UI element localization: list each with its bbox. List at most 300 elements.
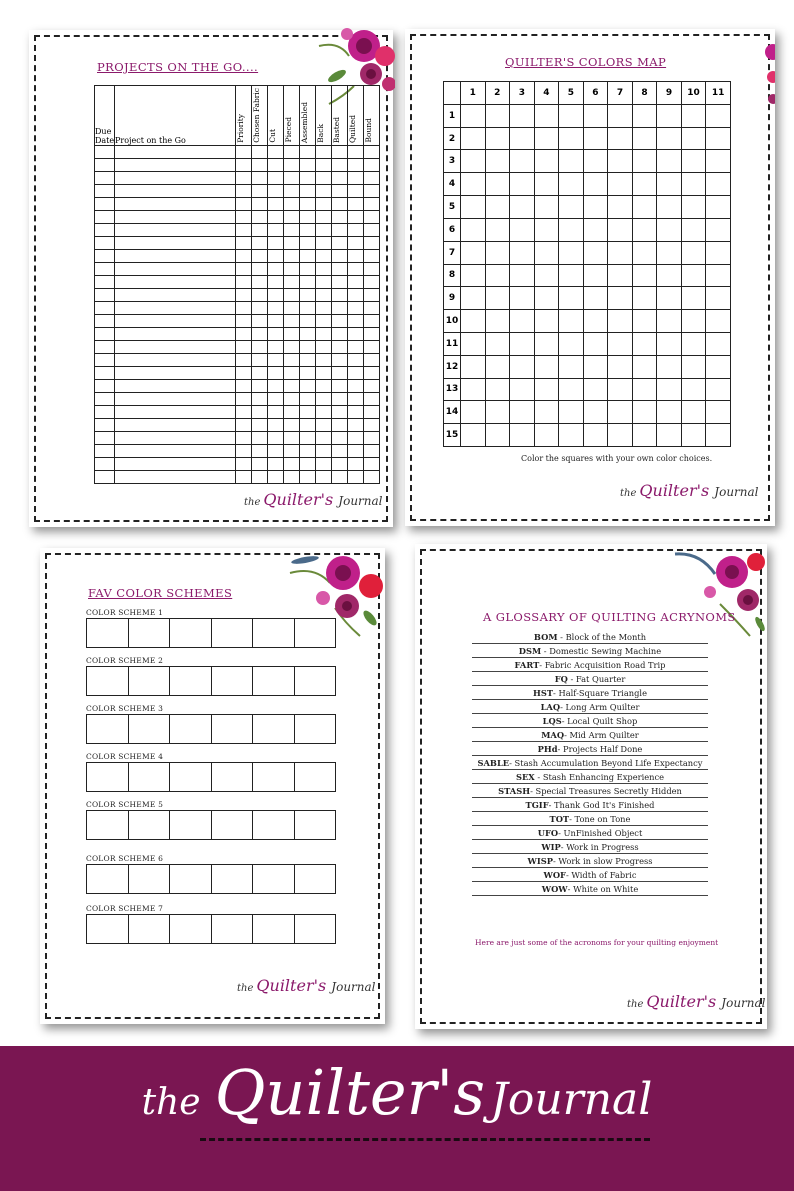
color-square [461,378,486,401]
grid-row-number: 1 [444,104,461,127]
table-cell [284,314,300,327]
table-cell [300,210,316,223]
table-row [95,210,380,223]
table-cell [284,457,300,470]
table-cell [252,457,268,470]
column-header-stage [268,86,284,146]
grid-corner-cell [444,82,461,105]
table-cell [236,444,252,457]
table-cell [252,262,268,275]
table-cell [236,262,252,275]
table-cell [115,210,236,223]
table-cell [316,418,332,431]
colors-map-title: QUILTER'S COLORS MAP [505,55,667,69]
glossary-term: WISP [527,856,553,866]
color-square [632,287,657,310]
table-cell [236,210,252,223]
table-cell [316,197,332,210]
color-square [657,218,682,241]
table-cell [348,457,364,470]
table-cell [364,392,380,405]
signature-journal: Journal [338,494,383,508]
table-cell [364,418,380,431]
table-cell [300,340,316,353]
color-scheme-square [170,915,212,943]
table-cell [284,340,300,353]
glossary-entry [472,784,708,798]
color-square [559,218,584,241]
table-cell [284,392,300,405]
table-cell [316,301,332,314]
table-cell [115,262,236,275]
table-cell [300,171,316,184]
color-square [706,401,731,424]
table-cell [316,249,332,262]
glossary-entry [472,840,708,854]
table-cell [252,223,268,236]
table-cell [236,366,252,379]
table-cell [236,405,252,418]
table-cell [300,288,316,301]
color-square [608,173,633,196]
grid-row-number: 12 [444,355,461,378]
color-square [461,241,486,264]
table-cell [284,223,300,236]
color-square [534,332,559,355]
color-square [510,218,535,241]
glossary-entry [472,644,708,658]
signature-the: the [244,497,261,508]
table-row [95,457,380,470]
color-scheme-square [87,915,129,943]
table-cell [316,171,332,184]
table-cell [268,145,284,158]
color-square [559,127,584,150]
table-cell [284,431,300,444]
table-cell [252,171,268,184]
signature-the: the [620,488,637,499]
table-cell [268,314,284,327]
table-cell [236,223,252,236]
column-header-label: Chosen Fabric [252,88,261,143]
color-square [681,310,706,333]
table-cell [364,327,380,340]
table-cell [364,158,380,171]
table-cell [316,236,332,249]
grid-row [444,264,731,287]
projects-page [29,30,393,527]
glossary-term: LAQ [540,702,561,712]
color-square [583,264,608,287]
table-cell [252,405,268,418]
color-square [706,310,731,333]
banner-quilter: Quilter's [214,1056,486,1129]
glossary-definition: - Long Arm Quilter [560,702,640,712]
color-scheme-square [295,619,336,647]
table-cell [284,275,300,288]
color-square [632,401,657,424]
color-scheme-square [253,763,295,791]
table-cell [115,405,236,418]
table-cell [284,327,300,340]
table-cell [332,171,348,184]
table-cell [332,288,348,301]
glossary-term: FQ [554,674,568,684]
glossary-entry [472,672,708,686]
color-square [657,150,682,173]
color-square [706,264,731,287]
color-scheme-square [129,763,171,791]
table-cell [268,262,284,275]
color-scheme-square [253,667,295,695]
table-cell [348,340,364,353]
table-row [95,379,380,392]
column-header-label: Priority [236,113,245,143]
table-cell [115,431,236,444]
glossary-term: PHd [537,744,558,754]
table-row [95,470,380,483]
color-square [657,241,682,264]
table-cell [95,158,115,171]
color-scheme-square [212,915,254,943]
table-cell [348,301,364,314]
color-square [461,401,486,424]
table-cell [348,327,364,340]
glossary-definition: - Work in slow Progress [552,856,653,866]
color-square [681,401,706,424]
color-square [632,332,657,355]
color-square [583,424,608,447]
color-scheme-square [253,865,295,893]
table-cell [236,236,252,249]
color-square [534,150,559,173]
table-cell [284,470,300,483]
table-cell [332,444,348,457]
color-scheme-square [129,619,171,647]
table-cell [332,184,348,197]
table-cell [236,145,252,158]
color-scheme-square [87,715,129,743]
color-square [534,401,559,424]
table-cell [284,379,300,392]
color-square [559,378,584,401]
table-cell [115,236,236,249]
color-scheme-row [86,762,336,792]
color-square [534,218,559,241]
color-square [510,127,535,150]
table-row [95,314,380,327]
table-row [95,405,380,418]
color-square [657,378,682,401]
journal-signature [627,992,766,1011]
signature-the: the [237,983,254,994]
glossary-definition: - Width of Fabric [565,870,637,880]
table-cell [95,379,115,392]
table-cell [284,145,300,158]
grid-column-number: 2 [485,82,510,105]
color-scheme-square [170,619,212,647]
colors-map-grid [443,81,731,447]
table-cell [95,418,115,431]
signature-journal: Journal [721,996,766,1010]
grid-row [444,150,731,173]
color-scheme-square [295,763,336,791]
glossary-term: SABLE [477,758,510,768]
signature-quilter: Quilter's [639,481,710,500]
color-square [681,104,706,127]
table-cell [252,236,268,249]
table-cell [316,288,332,301]
grid-row-number: 2 [444,127,461,150]
color-square [632,218,657,241]
signature-journal: Journal [714,485,759,499]
color-square [510,332,535,355]
glossary-term: MAQ [541,730,565,740]
color-scheme-square [212,763,254,791]
table-cell [115,249,236,262]
table-cell [95,431,115,444]
color-square [583,196,608,219]
grid-row [444,127,731,150]
color-square [534,127,559,150]
color-square [681,173,706,196]
table-cell [268,236,284,249]
color-square [485,401,510,424]
color-square [608,332,633,355]
glossary-definition: - White on White [567,884,639,894]
grid-column-number: 1 [461,82,486,105]
glossary-definition: - Special Treasures Secretly Hidden [530,786,682,796]
color-scheme-square [170,811,212,839]
table-cell [95,275,115,288]
color-square [510,150,535,173]
color-scheme-square [129,667,171,695]
table-cell [236,158,252,171]
signature-quilter: Quilter's [646,992,717,1011]
table-cell [284,405,300,418]
table-cell [115,184,236,197]
table-cell [95,366,115,379]
table-cell [284,236,300,249]
table-cell [268,301,284,314]
table-cell [316,158,332,171]
color-square [485,264,510,287]
table-cell [95,340,115,353]
color-square [706,241,731,264]
grid-row-number: 11 [444,332,461,355]
glossary-entry [472,686,708,700]
color-square [534,241,559,264]
table-cell [348,379,364,392]
color-square [583,218,608,241]
table-cell [268,340,284,353]
table-cell [268,418,284,431]
table-cell [115,340,236,353]
table-cell [316,405,332,418]
table-row [95,249,380,262]
color-scheme-square [129,865,171,893]
table-cell [268,197,284,210]
color-square [608,196,633,219]
grid-column-number: 6 [583,82,608,105]
grid-row [444,424,731,447]
color-square [559,310,584,333]
flower-decoration-icon [761,37,775,117]
glossary-definition: - Domestic Sewing Machine [541,646,662,656]
grid-row-number: 13 [444,378,461,401]
color-square [534,196,559,219]
color-scheme-square [170,715,212,743]
glossary-entry [472,868,708,882]
color-square [461,173,486,196]
table-cell [115,353,236,366]
column-header-label: Back [316,124,325,143]
table-cell [115,444,236,457]
table-cell [364,236,380,249]
glossary-entry [472,812,708,826]
table-cell [115,327,236,340]
column-header-due-date: Due Date [95,86,115,146]
color-scheme-label: COLOR SCHEME 6 [86,854,164,863]
glossary-term: LQS [542,716,562,726]
color-square [583,310,608,333]
glossary-term: TGIF [525,800,549,810]
table-cell [316,327,332,340]
grid-row [444,378,731,401]
table-cell [316,262,332,275]
glossary-entry [472,798,708,812]
table-cell [364,444,380,457]
color-square [657,355,682,378]
color-square [657,332,682,355]
color-scheme-label: COLOR SCHEME 2 [86,656,164,665]
table-cell [284,444,300,457]
table-cell [268,210,284,223]
color-scheme-row [86,914,336,944]
signature-journal: Journal [331,980,376,994]
color-square [632,241,657,264]
color-square [632,150,657,173]
color-square [608,127,633,150]
journal-signature [244,490,383,509]
color-square [485,424,510,447]
color-square [608,218,633,241]
table-cell [236,431,252,444]
table-cell [364,249,380,262]
table-cell [348,366,364,379]
table-cell [236,353,252,366]
table-cell [284,301,300,314]
color-square [510,104,535,127]
table-row [95,184,380,197]
color-square [583,173,608,196]
banner-journal: Journal [490,1074,653,1125]
color-square [681,127,706,150]
column-header-stage [348,86,364,146]
table-cell [284,197,300,210]
color-square [608,241,633,264]
glossary-term: TOT [549,814,570,824]
color-square [706,378,731,401]
color-square [461,287,486,310]
table-cell [348,444,364,457]
table-cell [348,431,364,444]
table-cell [332,431,348,444]
column-header-label: Basted [332,116,341,143]
color-scheme-square [253,619,295,647]
glossary-entry [472,630,708,644]
table-cell [332,379,348,392]
table-cell [300,327,316,340]
color-square [657,127,682,150]
color-square [510,196,535,219]
signature-quilter: Quilter's [263,490,334,509]
color-square [681,150,706,173]
table-cell [252,366,268,379]
table-cell [115,470,236,483]
color-scheme-square [295,811,336,839]
journal-signature [237,976,376,995]
colors-map-note: Color the squares with your own color choices. [521,454,713,463]
table-cell [95,145,115,158]
color-square [583,287,608,310]
table-cell [300,457,316,470]
color-square [485,355,510,378]
table-row [95,288,380,301]
table-cell [348,470,364,483]
color-scheme-label: COLOR SCHEME 1 [86,608,164,617]
grid-row-number: 7 [444,241,461,264]
color-scheme-square [87,667,129,695]
table-cell [364,457,380,470]
glossary-term: DSM [518,646,542,656]
color-square [583,378,608,401]
table-cell [236,301,252,314]
color-square [485,173,510,196]
table-row [95,366,380,379]
color-square [559,264,584,287]
table-cell [348,197,364,210]
color-scheme-square [129,915,171,943]
color-scheme-row [86,618,336,648]
color-scheme-square [253,811,295,839]
color-scheme-square [212,811,254,839]
projects-table [94,85,380,484]
color-square [681,241,706,264]
glossary-definition: - Thank God It's Finished [548,800,655,810]
table-cell [284,158,300,171]
color-square [485,332,510,355]
table-cell [364,314,380,327]
color-square [510,241,535,264]
color-scheme-row [86,810,336,840]
grid-row-number: 6 [444,218,461,241]
table-cell [332,145,348,158]
color-square [559,173,584,196]
table-cell [348,353,364,366]
color-square [681,424,706,447]
table-cell [300,145,316,158]
table-row [95,171,380,184]
color-square [559,150,584,173]
color-square [583,355,608,378]
table-cell [348,314,364,327]
table-cell [252,158,268,171]
grid-row [444,173,731,196]
table-cell [364,145,380,158]
glossary-definition: - Local Quilt Shop [561,716,638,726]
table-cell [115,288,236,301]
